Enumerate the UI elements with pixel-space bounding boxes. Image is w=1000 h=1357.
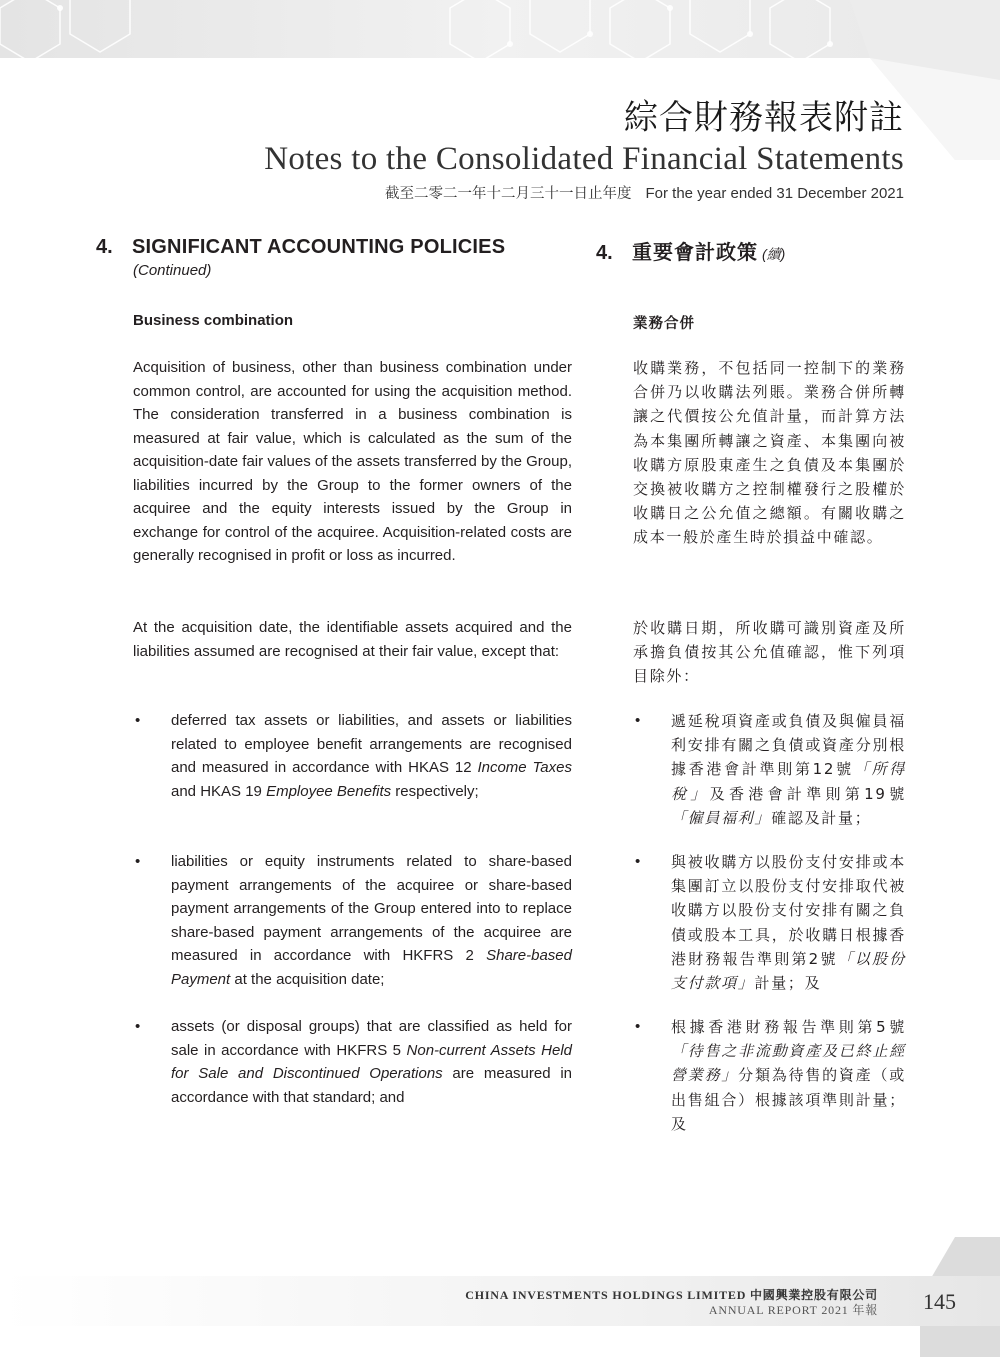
title-chinese: 綜合財務報表附註 xyxy=(624,98,904,138)
bullet-icon: • xyxy=(635,712,641,729)
period-subtitle-english: For the year ended 31 December 2021 xyxy=(645,185,904,202)
chinese-column xyxy=(596,236,906,1133)
company-name-english: CHINA INVESTMENTS HOLDINGS LIMITED xyxy=(465,1288,747,1302)
section-heading xyxy=(96,236,572,259)
paragraph-acquisition-date: At the acquisition date, the identifiable assets acquired and the liabilities assumed are recognised at their fair value, except that: xyxy=(133,619,572,660)
list-item xyxy=(633,1015,906,1136)
subheading-business-combination-chinese: 業務合併 xyxy=(633,316,695,332)
section-heading-chinese xyxy=(596,236,906,265)
section-title: SIGNIFICANT ACCOUNTING POLICIES xyxy=(132,236,506,258)
section-continued: (Continued) xyxy=(133,262,212,279)
bullet-icon: • xyxy=(135,712,141,729)
page-footer xyxy=(0,1276,1000,1326)
page-number: 145 xyxy=(923,1289,956,1314)
period-subtitle xyxy=(264,184,904,204)
bullet-icon: • xyxy=(635,853,641,870)
section-title-chinese: 重要會計政策 xyxy=(632,240,758,264)
report-label-chinese: 年報 xyxy=(852,1303,878,1317)
paragraph-acquisition-method-chinese: 收購業務，不包括同一控制下的業務合併乃以收購法列賬。業務合併所轉讓之代價按公允值計量，而計算方法為本集團所轉讓之資產、本集團向被收購方原股東產生之負債及本集團於交換被收購方之控制權發行之股權於收購日之公允值之總額。有關收購之成本一般於產生時於損益中確認。 xyxy=(633,359,906,547)
title-english: Notes to the Consolidated Financial Statements xyxy=(264,141,904,177)
section-number: 4. xyxy=(96,236,113,258)
bullet-text-chinese: 根據香港財務報告準則第5號「待售之非流動資產及已終止經營業務」分類為待售的資產（或出售組合）根據該項準則計量；及 xyxy=(671,1018,906,1133)
period-subtitle-chinese: 截至二零二一年十二月三十一日止年度 xyxy=(385,186,632,202)
page-header xyxy=(264,98,904,204)
list-item xyxy=(133,709,572,803)
bullet-text: deferred tax assets or liabilities, and assets or liabilities related to employee benefit arrangements are recognised and measured in accordance with HKAS 12 Income Taxes and HKAS 19 Employee Benefits respectively; xyxy=(171,712,572,800)
paragraph-acquisition-date-chinese: 於收購日期，所收購可識別資產及所承擔負債按其公允值確認，惟下列項目除外： xyxy=(633,619,906,686)
footer-report-label xyxy=(709,1301,878,1318)
bullet-text-chinese: 遞延稅項資產或負債及與僱員福利安排有關之負債或資產分別根據香港會計準則第12號「所得稅」及香港會計準則第19號「僱員福利」確認及計量； xyxy=(671,712,906,827)
list-item xyxy=(633,709,906,830)
subheading-business-combination: Business combination xyxy=(133,312,294,329)
list-item xyxy=(133,850,572,991)
bullet-text: assets (or disposal groups) that are classified as held for sale in accordance with HKFRS 5 Non-current Assets Held for Sale and Discontinued Operations are measured in accordance with that standard; and xyxy=(171,1018,572,1106)
section-continued-chinese: (續) xyxy=(762,246,786,262)
company-name-chinese: 中國興業控股有限公司 xyxy=(749,1288,878,1302)
paragraph-acquisition-method: Acquisition of business, other than business combination under common control, are accounted for using the acquisition method. The consideration transferred in a business combination is measured at fair value, which is calculated as the sum of the acquisition-date fair values of the assets transferred by the Group, liabilities incurred by the Group to the former owners of the acquiree and the equity interests issued by the Group in exchange for control of the acquiree. Acquisition-related costs are generally recognised in profit or loss as incurred. xyxy=(133,359,572,564)
report-label-english: ANNUAL REPORT 2021 xyxy=(708,1303,849,1317)
bullet-text-chinese: 與被收購方以股份支付安排或本集團訂立以股份支付安排取代被收購方以股份支付安排有關之負債或股本工具，於收購日根據香港財務報告準則第2號「以股份支付款項」計量；及 xyxy=(671,853,906,993)
section-number-chinese: 4. xyxy=(596,242,613,264)
bullet-icon: • xyxy=(135,1018,141,1035)
english-column xyxy=(96,236,572,1106)
bullet-icon: • xyxy=(635,1018,641,1035)
list-item xyxy=(633,850,906,995)
bullet-text: liabilities or equity instruments related to share-based payment arrangements of the acquiree or share-based payment arrangements of the Group entered into to replace share-based payment arrangements of the acquiree are measured in accordance with HKFRS 2 Share-based Payment at the acquisition date; xyxy=(171,853,572,988)
list-item xyxy=(133,1015,572,1109)
bullet-icon: • xyxy=(135,853,141,870)
